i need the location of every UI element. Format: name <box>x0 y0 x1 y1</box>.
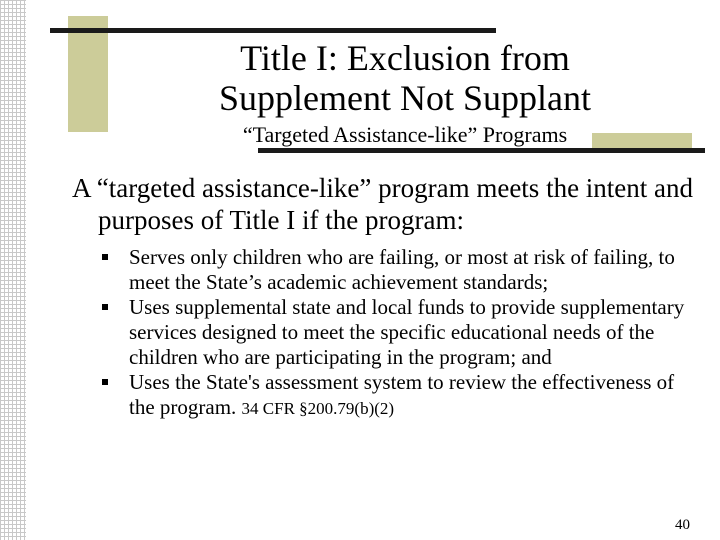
bullet-text: Serves only children who are failing, or most at risk of failing, to meet the State’s academic achievement standards; <box>129 245 675 294</box>
slide-title-line-2: Supplement Not Supplant <box>219 78 591 118</box>
square-bullet-icon <box>102 304 108 310</box>
slide-subtitle: “Targeted Assistance-like” Programs <box>242 122 568 147</box>
list-item <box>100 295 690 370</box>
decorative-grid-stripe <box>0 0 26 540</box>
list-item <box>100 245 690 295</box>
square-bullet-icon <box>102 254 108 260</box>
bullet-list <box>100 245 690 421</box>
decorative-olive-block <box>68 16 108 132</box>
lead-paragraph: A “targeted assistance-like” program meets the intent and purposes of Title I if the program: <box>72 173 694 235</box>
bullet-text: Uses the State's assessment system to review the effectiveness of the program. <box>129 370 675 419</box>
slide-title <box>130 38 680 118</box>
page-number: 40 <box>675 517 690 533</box>
regulation-citation: 34 CFR §200.79(b)(2) <box>241 399 395 418</box>
square-bullet-icon <box>102 379 108 385</box>
slide-title-line-1: Title I: Exclusion from <box>240 38 570 78</box>
list-item <box>100 370 690 421</box>
bullet-text: Uses supplemental state and local funds to provide supplementary services designed to meet the specific educational needs of the children who are participating in the program; and <box>129 295 685 369</box>
title-rule-top <box>50 28 496 33</box>
